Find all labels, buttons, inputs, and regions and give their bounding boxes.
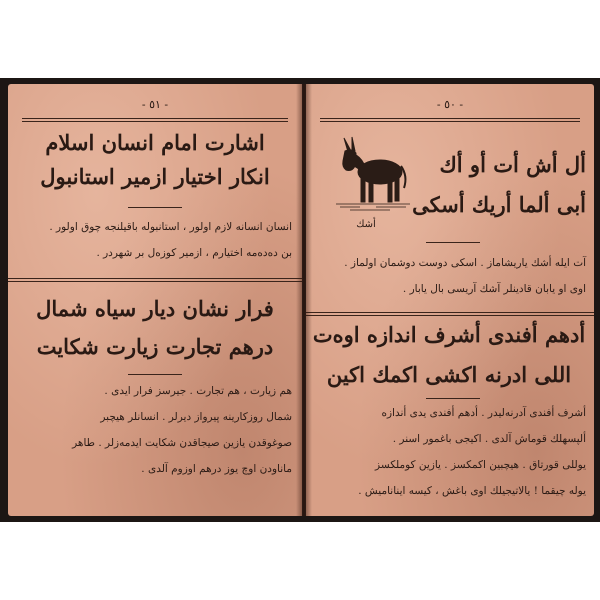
left-body-line-6: ماناودن اوچ يوز درهم اوزوم آلدى . (141, 463, 292, 475)
right-page-number: - ٥٠ - (436, 98, 464, 111)
right-heading-line-1: أل أش أت أو أك (439, 152, 586, 177)
right-middle-rule (306, 312, 594, 313)
left-page (8, 84, 302, 516)
left-body-line-1: انسان انسانه لازم اولور ، استانبوله باقيلنجه چوق اولور . (49, 221, 292, 233)
right-body-line-4: ألپسهلك قوماش آلدى . اكيجى باغمور اسنر . (392, 433, 586, 445)
right-body-line-3: أشرف أفندى آدرنەليدر . أدهم أفندى يدى أندازه (381, 407, 586, 419)
right-short-rule-1 (426, 242, 480, 243)
left-heading-line-3: فرار نشان ديار سياه شمال (36, 296, 274, 321)
right-body-line-5: يوللى قورتاق . هيچبين اكمكسز . يازين كوملكسز (375, 459, 586, 471)
right-body-line-6: يوله چيقما ! يالاتيجيلك اوى باغش ، كيسه ايناناميش . (358, 485, 586, 497)
left-body-line-2: بن دەدەمه اختيارم ، ازمير كوزەل بر شهردر . (96, 247, 292, 259)
left-middle-rule (8, 278, 302, 279)
left-heading-line-4: درهم تجارت زيارت شكايت (36, 334, 274, 359)
right-heading-line-3: أدهم أفندى أشرف اندازه اوەت (312, 322, 586, 347)
left-short-rule-2 (128, 374, 182, 375)
right-top-rule (320, 118, 580, 119)
book-scan (0, 78, 600, 522)
image-caption: أشك (356, 219, 376, 230)
right-short-rule-2 (426, 398, 480, 399)
left-short-rule-1 (128, 207, 182, 208)
donkey-illustration (330, 136, 414, 214)
left-body-line-3: هم زيارت ، هم تجارت . جيرسز فرار ايدى . (104, 385, 292, 397)
left-body-line-5: صوغوقدن يازين صيجاقدن شكايت ايدمەزلر . طاهر (72, 437, 292, 449)
book-gutter (296, 84, 312, 516)
right-page (306, 84, 594, 516)
left-page-number: - ٥١ - (141, 98, 169, 111)
left-heading-line-1: اشارت امام انسان اسلام (45, 130, 265, 155)
left-heading-line-2: انكار اختيار ازمير استانبول (40, 164, 270, 189)
right-body-line-2: اوى او يابان قادينلر آشك آريسى بال يابار . (402, 283, 586, 295)
right-body-line-1: آت ايله أشك ياريشاماز . اسكى دوست دوشمان اولماز . (344, 257, 586, 269)
right-heading-line-2: أبى ألما أريك أسكى (412, 192, 586, 217)
right-heading-line-4: اللى ادرنه اكشى اكمك اكين (326, 362, 572, 387)
left-body-line-4: شمال روزكارينه پيرواز ديرلر . انسانلر هيچبر (100, 411, 292, 423)
left-top-rule (22, 118, 288, 119)
